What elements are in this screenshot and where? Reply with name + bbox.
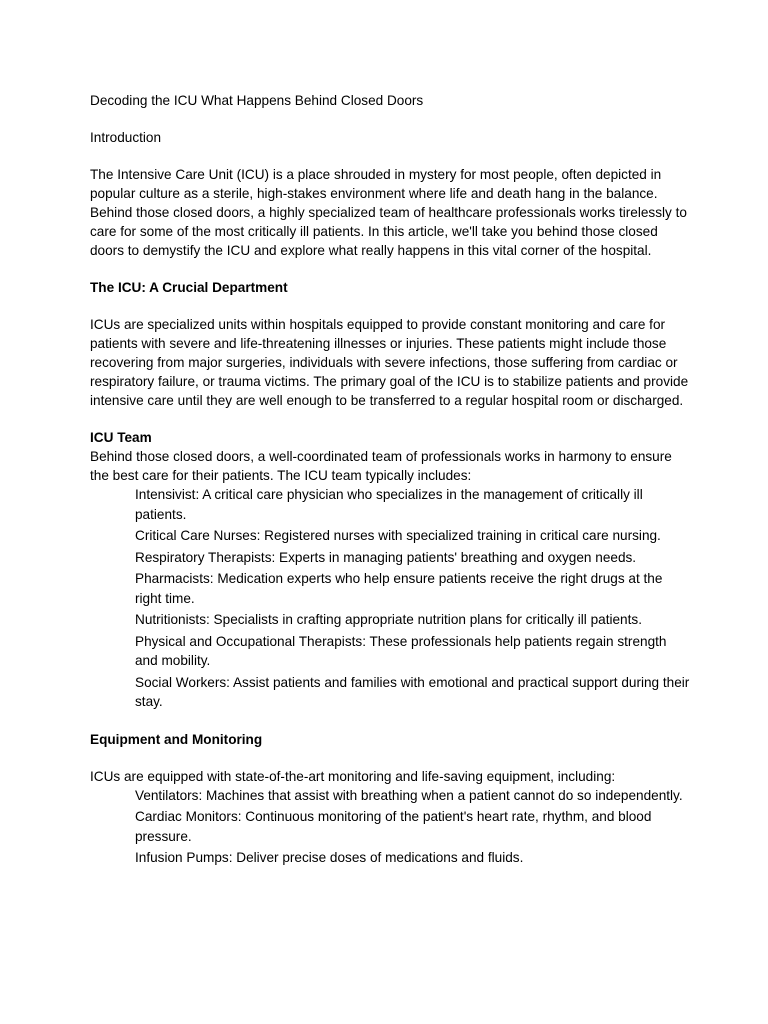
- equipment-heading: Equipment and Monitoring: [90, 731, 263, 747]
- equipment-list: [90, 786, 690, 868]
- list-item: Social Workers: Assist patients and families with emotional and practical support during their stay.: [135, 674, 690, 709]
- crucial-department-heading: The ICU: A Crucial Department: [90, 280, 288, 295]
- list-item: Ventilators: Machines that assist with breathing when a patient cannot do so independently.: [135, 787, 683, 803]
- crucial-department-paragraph: ICUs are specialized units within hospitals equipped to provide constant monitoring and care for patients with severe and life-threatening illnesses or injuries. These patients might include those recovering from major surgeries, individuals with severe infections, those suffering from cardiac or respiratory failure, or trauma victims. The primary goal of the ICU is to stabilize patients and provide intensive care until they are well enough to be transferred to a regular hospital room or discharged.: [90, 317, 689, 408]
- document-page: [90, 91, 690, 886]
- introduction-paragraph: The Intensive Care Unit (ICU) is a place shrouded in mystery for most people, often depicted in popular culture as a sterile, high-stakes environment where life and death hang in the balance. Behind those closed doors, a highly specialized team of healthcare professionals works tirelessly to care for some of the most critically ill patients. In this article, we'll take you behind those closed doors to demystify the ICU and explore what really happens in this vital corner of the hospital.: [90, 167, 687, 258]
- list-item: Intensivist: A critical care physician who specializes in the management of critically ill patients.: [135, 487, 643, 522]
- list-item: Critical Care Nurses: Registered nurses with specialized training in critical care nursing.: [135, 528, 661, 543]
- introduction-heading: Introduction: [90, 130, 162, 145]
- document-title: Decoding the ICU What Happens Behind Closed Doors: [90, 93, 424, 108]
- list-item: Pharmacists: Medication experts who help ensure patients receive the right drugs at the right time.: [135, 571, 663, 606]
- icu-team-list: [90, 485, 690, 712]
- list-item: Infusion Pumps: Deliver precise doses of medications and fluids.: [135, 850, 524, 865]
- icu-team-paragraph: Behind those closed doors, a well-coordinated team of professionals works in harmony to ensure the best care for their patients. The ICU team typically includes:: [90, 449, 672, 483]
- list-item: Cardiac Monitors: Continuous monitoring of the patient's heart rate, rhythm, and blood pressure.: [135, 809, 652, 844]
- icu-team-heading: ICU Team: [90, 430, 152, 445]
- list-item: Nutritionists: Specialists in crafting appropriate nutrition plans for critically ill patients.: [135, 612, 642, 627]
- list-item: Physical and Occupational Therapists: These professionals help patients regain strength and mobility.: [135, 633, 667, 668]
- list-item: Respiratory Therapists: Experts in managing patients' breathing and oxygen needs.: [135, 549, 637, 565]
- equipment-paragraph: ICUs are equipped with state-of-the-art monitoring and life-saving equipment, including:: [90, 768, 616, 784]
